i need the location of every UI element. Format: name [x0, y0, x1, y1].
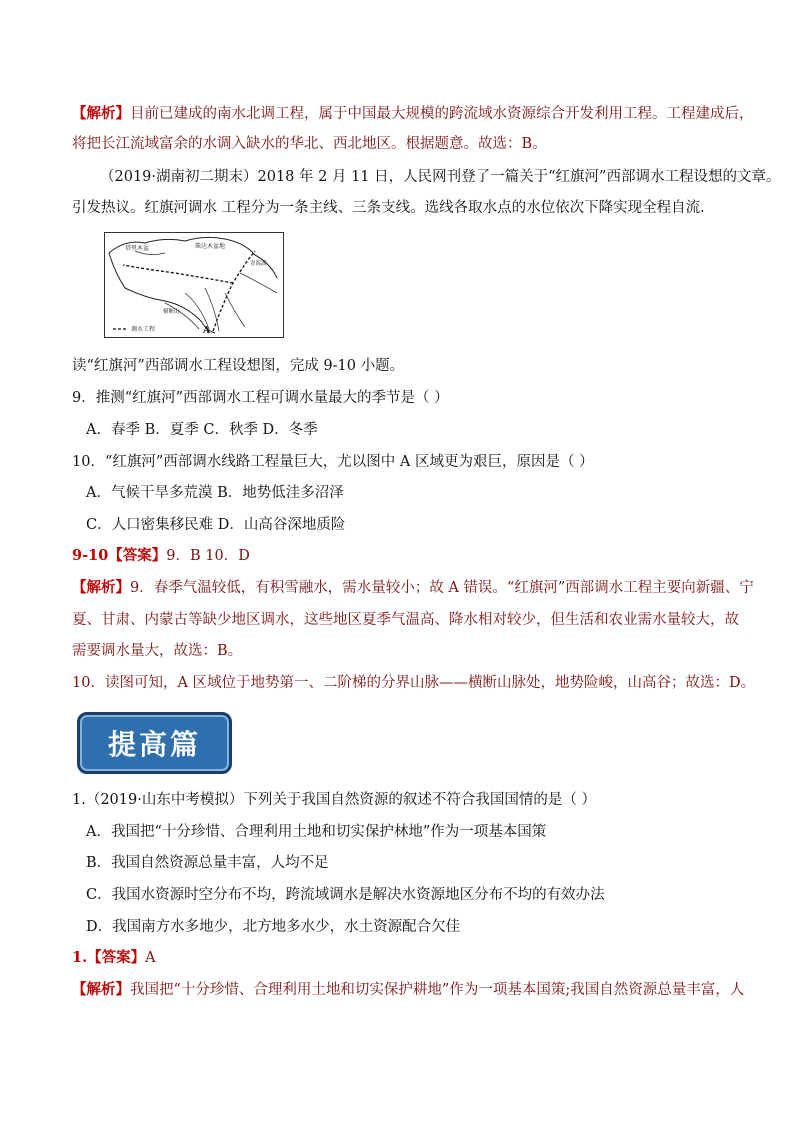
read-map-instruction: 读“红旗河”西部调水工程设想图，完成 9-10 小题。	[72, 358, 405, 374]
explanation-9-line-3: 需要调水量大，故选：B。	[72, 643, 243, 659]
answer-text: A	[145, 950, 156, 966]
answer-prefix: 1.【答案】	[72, 949, 146, 966]
map-label: 柴达木盆地	[195, 243, 226, 250]
question-1-option-c: C．我国水资源时空分布不均，跨流域调水是解决水资源地区分布不均的有效办法	[86, 887, 605, 903]
question-1-stem: 1.（2019·山东中考模拟）下列关于我国自然资源的叙述不符合我国国情的是（ ）	[72, 792, 596, 808]
map-drawing	[105, 233, 283, 337]
explanation-south-north-water	[72, 104, 754, 124]
question-10-stem: 10．“红旗河”西部调水线路工程量巨大，尤以图中 A 区域更为艰巨，原因是（ ）	[72, 454, 594, 470]
section-banner-advanced	[77, 712, 232, 774]
map-region-a-label: A	[203, 326, 210, 336]
question-10-options-ab: A．气候干旱多荒漠 B．地势低洼多沼泽	[86, 485, 344, 501]
answer-text: 9．B 10．D	[166, 548, 250, 564]
question-10-options-cd: C．人口密集移民难 D．山高谷深地质险	[86, 517, 346, 533]
explanation-text-line-2: 将把长江流域富余的水调入缺水的华北、西北地区。根据题意。故选：B。	[72, 136, 547, 152]
explanation-text: 目前已建成的南水北调工程，属于中国最大规模的跨流域水资源综合开发利用工程。工程建成后，	[130, 106, 754, 122]
question-1-option-a: A．我国把“十分珍惜、合理利用土地和切实保护林地”作为一项基本国策	[86, 824, 547, 840]
banner-title: 提高篇	[107, 728, 201, 761]
explanation-9-line-2: 夏、甘肃、内蒙古等缺少地区调水，这些地区夏季气温高、降水相对较少，但生活和农业需水量较大，故	[72, 612, 739, 628]
question-1-option-b: B．我国自然资源总量丰富，人均不足	[86, 855, 329, 871]
map-label: 横断山	[163, 309, 180, 315]
explanation-tag: 【解析】	[72, 981, 130, 998]
explanation-tag: 【解析】	[72, 105, 130, 122]
map-label: 青海湖	[250, 261, 267, 267]
question-intro-line-2: 引发热议。红旗河调水 工程分为一条主线、三条支线。选线各取水点的水位依次下降实现全程自流.	[72, 200, 705, 216]
question-1-option-d: D．我国南方水多地少，北方地多水少，水土资源配合欠佳	[86, 919, 461, 935]
answer-prefix: 9-10【答案】	[72, 547, 167, 564]
explanation-10: 10．读图可知，A 区域位于地势第一、二阶梯的分界山脉——横断山脉处，地势险峻，山高谷；故选：D。	[72, 675, 756, 691]
question-intro-line-1: （2019·湖南初二期末）2018 年 2 月 11 日，人民网刊登了一篇关于“红旗河”西部调水工程设想的文章。	[100, 169, 781, 185]
answer-1	[72, 948, 156, 968]
hongqi-river-map-figure	[104, 232, 284, 338]
map-label: 塔里木盆	[125, 245, 150, 252]
question-9-options: A．春季 B．夏季 C．秋季 D．冬季	[86, 422, 318, 438]
explanation-tag: 【解析】	[72, 579, 130, 596]
question-9-stem: 9．推测“红旗河”西部调水工程可调水量最大的季节是（ ）	[72, 390, 449, 406]
answer-9-10	[72, 546, 250, 566]
explanation-9-line-1	[72, 578, 754, 598]
explanation-1	[72, 980, 744, 1000]
map-label: 调水工程	[131, 326, 156, 333]
explanation-text: 9．春季气温较低，有积雪融水，需水量较小；故 A 错误。“红旗河”西部调水工程主要向新疆、宁	[130, 580, 754, 596]
explanation-text: 我国把“十分珍惜、合理利用土地和切实保护耕地”作为一项基本国策;我国自然资源总量丰富，人	[130, 982, 745, 998]
